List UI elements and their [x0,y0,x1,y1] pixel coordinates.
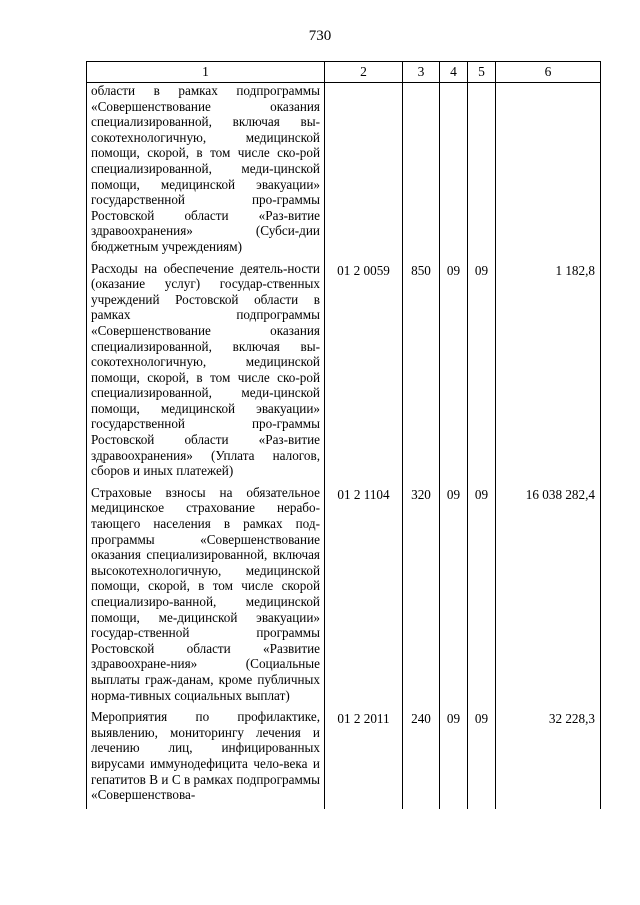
row-description: Страховые взносы на обязательное медицинское страхование нерабо-тающего населения в рамках под-программы «Совершенствование оказания специализированной, включая высокотехнологичную, медицинской помощи, скорой, в том числе скорой специализиро-ванной, медицинской помощи, ме-дицинской эвакуации» государ-ственной программы Ростовской области «Развитие здравоохране-ния» (Социальные выплаты граж-данам, кроме публичных норма-тивных социальных выплат) [87,485,325,709]
table-row [87,83,601,261]
header-col-5: 5 [468,62,496,83]
row-expense-type: 850 [403,261,440,485]
row-subsection: 09 [468,709,496,809]
header-col-3: 3 [403,62,440,83]
header-col-1: 1 [87,62,325,83]
row-expense-type: 240 [403,709,440,809]
header-row [87,62,601,83]
row-section: 09 [440,709,468,809]
row-target-code [325,83,403,261]
row-target-code: 01 2 1104 [325,485,403,709]
row-section: 09 [440,485,468,709]
row-section: 09 [440,261,468,485]
row-description: Расходы на обеспечение деятель-ности (оказание услуг) государ-ственных учреждений Ростовской области в рамках подпрограммы «Совершенствование оказания специализированной, включая вы-сокотехнологичную, медицинской помощи, скорой, в том числе ско-рой специализированной, меди-цинской помощи, медицинской эвакуации» государственной про-граммы Ростовской области «Раз-витие здравоохранения» (Уплата налогов, сборов и иных платежей) [87,261,325,485]
page-number: 730 [308,28,332,44]
table-header [87,62,601,83]
row-amount: 32 228,3 [496,709,601,809]
row-target-code: 01 2 0059 [325,261,403,485]
row-subsection: 09 [468,261,496,485]
row-description: Мероприятия по профилактике, выявлению, мониторингу лечения и лечению лиц, инфицированных вирусами иммунодефицита чело-века и гепатитов В и С в рамках подпрограммы «Совершенствова- [87,709,325,809]
budget-table [86,61,601,809]
row-subsection [468,83,496,261]
row-amount [496,83,601,261]
table-row [87,709,601,809]
row-section [440,83,468,261]
row-expense-type: 320 [403,485,440,709]
header-col-4: 4 [440,62,468,83]
header-col-2: 2 [325,62,403,83]
header-col-6: 6 [496,62,601,83]
row-amount: 16 038 282,4 [496,485,601,709]
row-target-code: 01 2 2011 [325,709,403,809]
row-description: области в рамках подпрограммы «Совершенствование оказания специализированной, включая вы-сокотехнологичную, медицинской помощи, скорой, в том числе ско-рой специализированной, меди-цинской помощи, медицинской эвакуации» государственной про-граммы Ростовской области «Раз-витие здравоохранения» (Субси-дии бюджетным учреждениям) [87,83,325,261]
table-body [87,83,601,809]
table-row [87,261,601,485]
table-row [87,485,601,709]
row-expense-type [403,83,440,261]
row-amount: 1 182,8 [496,261,601,485]
row-subsection: 09 [468,485,496,709]
